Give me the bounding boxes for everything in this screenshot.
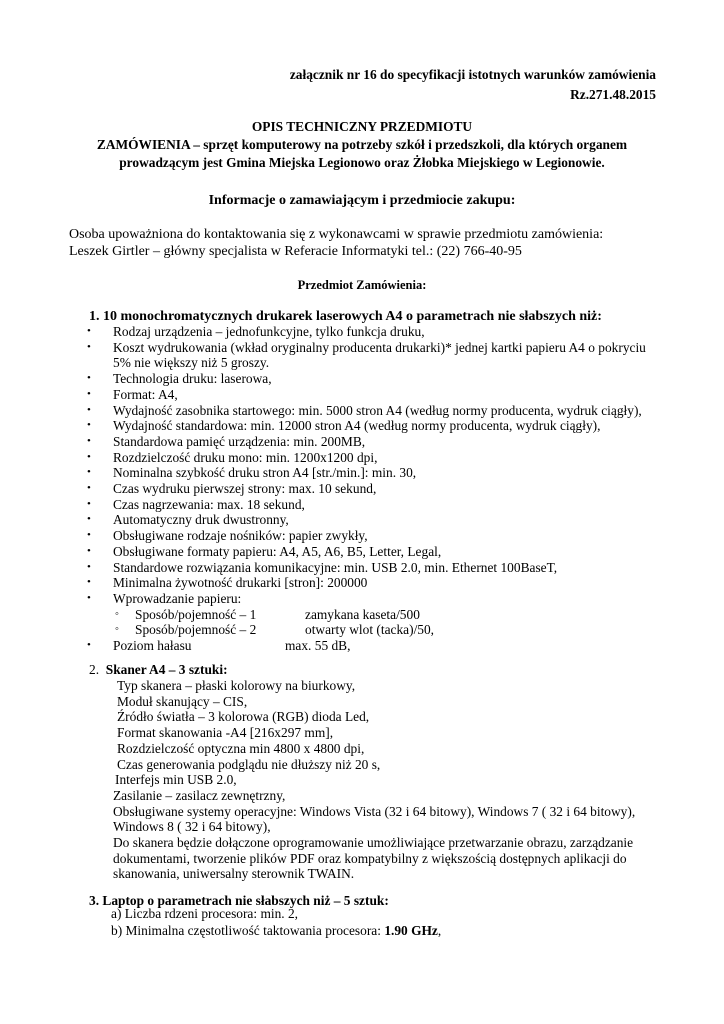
sub-list-item <box>87 607 687 623</box>
spec-line: Rozdzielczość optyczna min 4800 x 4800 dpi, <box>117 740 365 756</box>
list-item: • Wydajność standardowa: min. 12000 stron A4 (według normy producenta, wydruk ciągły), <box>87 418 687 434</box>
subject-heading: Przedmiot Zamówienia: <box>297 278 427 292</box>
section3-title: . Laptop o parametrach nie słabszych niż – 5 sztuk: <box>95 893 389 908</box>
sub-item-label: Sposób/pojemność – 2 <box>135 622 257 638</box>
spec-line <box>111 923 441 940</box>
info-heading: Informacje o zamawiającym i przedmiocie zakupu: <box>208 193 516 208</box>
sub-item-value: otwarty wlot (tacka)/50, <box>305 622 435 638</box>
section1-heading: 1. 10 monochromatycznych drukarek laserowych A4 o parametrach nie słabszych niż: <box>89 309 602 324</box>
sub-item-value: zamykana kaseta/500 <box>305 606 420 622</box>
list-item <box>87 638 687 654</box>
spec-line: Moduł skanujący – CIS, <box>117 693 248 709</box>
spec-line: a) Liczba rdzeni procesora: min. 2, <box>111 906 299 921</box>
document-title: OPIS TECHNICZNY PRZEDMIOTU <box>251 119 473 134</box>
list-item: • Automatyczny druk dwustronny, <box>87 512 687 528</box>
list-item: • Nominalna szybkość druku stron A4 [str./min.]: min. 30, <box>87 465 687 481</box>
reference-number: Rz.271.48.2015 <box>570 87 656 102</box>
sub-list-item <box>87 622 687 638</box>
spec-line: Interfejs min USB 2.0, <box>115 772 237 788</box>
section2-number: 2. <box>89 662 100 677</box>
attachment-header: załącznik nr 16 do specyfikacji istotnych warunków zamówienia <box>289 67 656 82</box>
os-line1: Obsługiwane systemy operacyjne: Windows Vista (32 i 64 bitowy), Windows 7 ( 32 i 64 bitowy), <box>113 803 636 819</box>
laptop-spec-block <box>111 906 441 939</box>
list-item: • Wydajność zasobnika startowego: min. 5000 stron A4 (według normy producenta, wydruk ciągły), <box>87 403 687 419</box>
list-item: • Format: A4, <box>87 387 687 403</box>
list-item: • Obsługiwane rodzaje nośników: papier zwykły, <box>87 528 687 544</box>
list-item <box>87 340 687 371</box>
section2-heading <box>89 662 228 678</box>
software-line3: skanowania, uniwersalny sterownik TWAIN. <box>113 866 355 882</box>
contact-line1: Osoba upoważniona do kontaktowania się z wykonawcami w sprawie przedmiotu zamówienia: <box>69 227 604 242</box>
spec-line: Czas generowania podglądu nie dłuższy niż 20 s, <box>117 756 381 772</box>
list-item: • Minimalna żywotność drukarki [stron]: 200000 <box>87 575 687 591</box>
spec-line-suffix: , <box>437 922 442 938</box>
document-subtitle-line2: prowadzącym jest Gmina Miejska Legionowo oraz Żłobka Miejskiego w Legionowie. <box>119 155 605 170</box>
list-item: • Wprowadzanie papieru: <box>87 591 687 607</box>
list-item: • Rodzaj urządzenia – jednofunkcyjne, tylko funkcja druku, <box>87 324 687 340</box>
os-line2: Windows 8 ( 32 i 64 bitowy), <box>113 819 271 835</box>
list-item-text: Koszt wydrukowania (wkład oryginalny producenta drukarki)* jednej kartki papieru A4 o pokryciu <box>113 339 646 355</box>
list-item-continuation: 5% nie większy niż 5 groszy. <box>113 355 270 371</box>
spec-line: Typ skanera – płaski kolorowy na biurkowy, <box>117 678 356 693</box>
software-line1: Do skanera będzie dołączone oprogramowanie umożliwiające przetwarzanie obrazu, zarządzanie <box>113 835 634 851</box>
list-item: • Standardowe rozwiązania komunikacyjne: min. USB 2.0, min. Ethernet 100BaseT, <box>87 560 687 576</box>
list-item: • Czas wydruku pierwszej strony: max. 10 sekund, <box>87 481 687 497</box>
spec-line: Zasilanie – zasilacz zewnętrzny, <box>113 787 286 803</box>
list-item: • Standardowa pamięć urządzenia: min. 200MB, <box>87 434 687 450</box>
section2-title: Skaner A4 – 3 sztuki: <box>105 662 228 677</box>
cpu-frequency: 1.90 GHz <box>384 922 438 938</box>
noise-label: Poziom hałasu <box>113 638 192 654</box>
list-item: • Technologia druku: laserowa, <box>87 371 687 387</box>
software-line2: dokumentami, tworzenie plików PDF oraz kompatybilny z większością dostępnych aplikacji do <box>113 850 627 866</box>
list-item: • Czas nagrzewania: max. 18 sekund, <box>87 497 687 513</box>
list-item: • Obsługiwane formaty papieru: A4, A5, A6, B5, Letter, Legal, <box>87 544 687 560</box>
sub-item-label: Sposób/pojemność – 1 <box>135 606 257 622</box>
scanner-spec-block <box>113 678 673 882</box>
contact-line2: Leszek Girtler – główny specjalista w Referacie Informatyki tel.: (22) 766-40-95 <box>69 244 522 259</box>
spec-line: Źródło światła – 3 kolorowa (RGB) dioda Led, <box>117 709 370 725</box>
spec-line: Format skanowania -A4 [216x297 mm], <box>117 725 334 741</box>
section3-number: 3 <box>89 893 96 908</box>
list-item: • Rozdzielczość druku mono: min. 1200x1200 dpi, <box>87 450 687 466</box>
document-subtitle-line1: ZAMÓWIENIA – sprzęt komputerowy na potrzeby szkół i przedszkoli, dla których organem <box>96 137 628 152</box>
noise-value: max. 55 dB, <box>285 638 351 654</box>
printer-spec-list <box>87 324 687 654</box>
spec-line-prefix: b) Minimalna częstotliwość taktowania procesora: <box>111 922 385 938</box>
